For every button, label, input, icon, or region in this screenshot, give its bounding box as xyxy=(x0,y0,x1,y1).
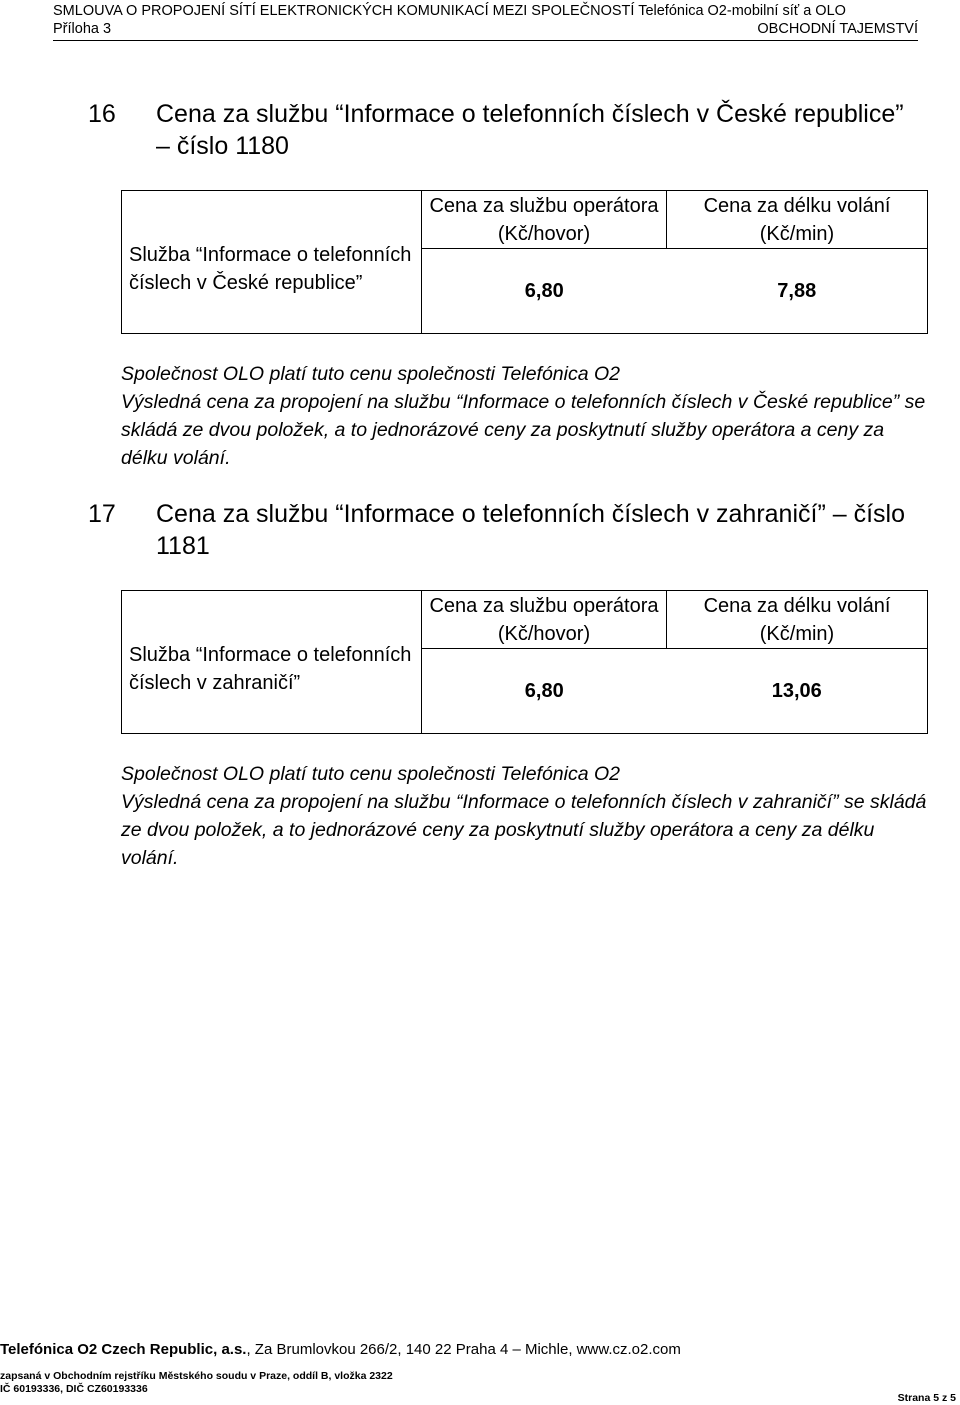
header-divider xyxy=(53,40,918,41)
note-payer-line: Společnost OLO platí tuto cenu společnosti Telefónica O2 xyxy=(121,363,621,385)
footer-company-name: Telefónica O2 Czech Republic, a.s. xyxy=(0,1341,247,1358)
call-length-price-value: 13,06 xyxy=(667,649,928,734)
note-description: Výsledná cena za propojení na službu “Informace o telefonních číslech v České republice” se skládá ze dvou položek, a to jednorázové ceny za poskytnutí služby operátora a ceny za délku volání. xyxy=(121,391,926,469)
call-length-price-header: Cena za délku volání (Kč/min) xyxy=(667,191,928,249)
call-length-price-value: 7,88 xyxy=(667,249,928,334)
note-payer-line: Společnost OLO platí tuto cenu společnosti Telefónica O2 xyxy=(121,763,621,785)
operator-price-value: 6,80 xyxy=(422,249,667,334)
section-number: 16 xyxy=(88,100,116,128)
price-table xyxy=(121,190,928,334)
confidential-label: OBCHODNÍ TAJEMSTVÍ xyxy=(757,21,918,37)
document-header-title: SMLOUVA O PROPOJENÍ SÍTÍ ELEKTRONICKÝCH KOMUNIKACÍ MEZI SPOLEČNOSTÍ Telefónica O2-mobilní síť a OLO xyxy=(53,3,846,19)
call-length-price-header: Cena za délku volání (Kč/min) xyxy=(667,591,928,649)
operator-price-header: Cena za službu operátora (Kč/hovor) xyxy=(422,191,667,249)
service-name-cell: Služba “Informace o telefonních číslech v České republice” xyxy=(122,191,422,334)
price-table xyxy=(121,590,928,734)
footer-company-line xyxy=(0,1340,681,1360)
footer-registry: zapsaná v Obchodním rejstříku Městského soudu v Praze, oddíl B, vložka 2322 xyxy=(0,1370,393,1382)
section-note xyxy=(121,760,931,872)
operator-price-header: Cena za službu operátora (Kč/hovor) xyxy=(422,591,667,649)
attachment-label: Příloha 3 xyxy=(53,21,112,37)
document-header-subline xyxy=(53,20,918,38)
service-name-cell: Služba “Informace o telefonních číslech v zahraničí” xyxy=(122,591,422,734)
section-note xyxy=(121,360,931,472)
note-description: Výsledná cena za propojení na službu “Informace o telefonních číslech v zahraničí” se skládá ze dvou položek, a to jednorázové ceny za poskytnutí služby operátora a ceny za délku volání. xyxy=(121,791,927,869)
section-number: 17 xyxy=(88,500,116,528)
footer-ids: IČ 60193336, DIČ CZ60193336 xyxy=(0,1383,148,1395)
footer-address: , Za Brumlovkou 266/2, 140 22 Praha 4 – Michle, www.cz.o2.com xyxy=(246,1341,681,1358)
operator-price-value: 6,80 xyxy=(422,649,667,734)
section-title: Cena za službu “Informace o telefonních číslech v České republice” – číslo 1180 xyxy=(156,100,904,160)
section-title: Cena za službu “Informace o telefonních číslech v zahraničí” – číslo 1181 xyxy=(156,500,905,560)
page-number: Strana 5 z 5 xyxy=(897,1392,956,1404)
